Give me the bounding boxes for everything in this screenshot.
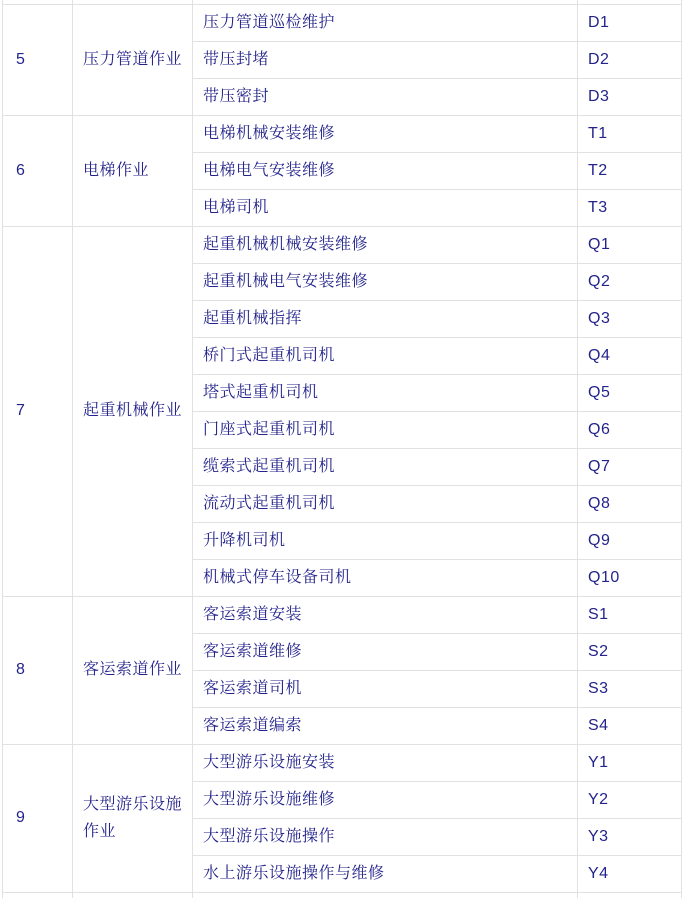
item-name-cell: 大型游乐设施操作: [193, 818, 578, 855]
group-number-cell: 5: [3, 4, 73, 115]
item-code-cell: Q6: [578, 411, 682, 448]
item-name-cell: 门座式起重机司机: [193, 411, 578, 448]
item-code-cell: D2: [578, 41, 682, 78]
item-code-cell: Q5: [578, 374, 682, 411]
item-code-cell: S4: [578, 707, 682, 744]
table-row: [3, 4, 682, 41]
clipped-cell: [3, 892, 73, 898]
group-number-cell: 6: [3, 115, 73, 226]
item-name-cell: 客运索道司机: [193, 670, 578, 707]
clipped-cell: [193, 892, 578, 898]
item-code-cell: T2: [578, 152, 682, 189]
group-category-cell: 压力管道作业: [73, 4, 193, 115]
group-number-cell: 7: [3, 226, 73, 596]
item-name-cell: 起重机械电气安装维修: [193, 263, 578, 300]
item-code-cell: Y4: [578, 855, 682, 892]
item-code-cell: T1: [578, 115, 682, 152]
item-name-cell: 电梯电气安装维修: [193, 152, 578, 189]
item-code-cell: D3: [578, 78, 682, 115]
item-name-cell: 流动式起重机司机: [193, 485, 578, 522]
item-code-cell: Q1: [578, 226, 682, 263]
item-name-cell: 客运索道安装: [193, 596, 578, 633]
item-code-cell: Q3: [578, 300, 682, 337]
operations-table-body: [3, 0, 682, 898]
group-category-cell: 大型游乐设施作业: [73, 744, 193, 892]
item-name-cell: 缆索式起重机司机: [193, 448, 578, 485]
item-name-cell: 大型游乐设施维修: [193, 781, 578, 818]
item-name-cell: 起重机械指挥: [193, 300, 578, 337]
item-name-cell: 升降机司机: [193, 522, 578, 559]
table-row: [3, 115, 682, 152]
item-code-cell: S2: [578, 633, 682, 670]
item-code-cell: Q9: [578, 522, 682, 559]
item-name-cell: 压力管道巡检维护: [193, 4, 578, 41]
item-name-cell: 客运索道维修: [193, 633, 578, 670]
item-code-cell: S3: [578, 670, 682, 707]
group-category-cell: 起重机械作业: [73, 226, 193, 596]
item-code-cell: Q10: [578, 559, 682, 596]
item-code-cell: Y1: [578, 744, 682, 781]
operations-table: [2, 0, 682, 898]
clipped-cell: [73, 892, 193, 898]
item-name-cell: 塔式起重机司机: [193, 374, 578, 411]
group-category-cell: 电梯作业: [73, 115, 193, 226]
item-code-cell: Q7: [578, 448, 682, 485]
item-code-cell: Y3: [578, 818, 682, 855]
item-code-cell: Q8: [578, 485, 682, 522]
item-code-cell: S1: [578, 596, 682, 633]
item-name-cell: 机械式停车设备司机: [193, 559, 578, 596]
item-code-cell: T3: [578, 189, 682, 226]
item-name-cell: 水上游乐设施操作与维修: [193, 855, 578, 892]
table-row: [3, 596, 682, 633]
group-number-cell: 9: [3, 744, 73, 892]
item-name-cell: 带压密封: [193, 78, 578, 115]
group-category-cell: 客运索道作业: [73, 596, 193, 744]
clipped-row-bottom: [3, 892, 682, 898]
item-name-cell: 带压封堵: [193, 41, 578, 78]
item-name-cell: 起重机械机械安装维修: [193, 226, 578, 263]
item-name-cell: 桥门式起重机司机: [193, 337, 578, 374]
item-name-cell: 电梯司机: [193, 189, 578, 226]
group-number-cell: 8: [3, 596, 73, 744]
item-code-cell: Y2: [578, 781, 682, 818]
clipped-cell: [578, 892, 682, 898]
item-code-cell: D1: [578, 4, 682, 41]
table-row: [3, 744, 682, 781]
item-code-cell: Q4: [578, 337, 682, 374]
table-row: [3, 226, 682, 263]
item-name-cell: 电梯机械安装维修: [193, 115, 578, 152]
item-name-cell: 大型游乐设施安装: [193, 744, 578, 781]
item-code-cell: Q2: [578, 263, 682, 300]
item-name-cell: 客运索道编索: [193, 707, 578, 744]
